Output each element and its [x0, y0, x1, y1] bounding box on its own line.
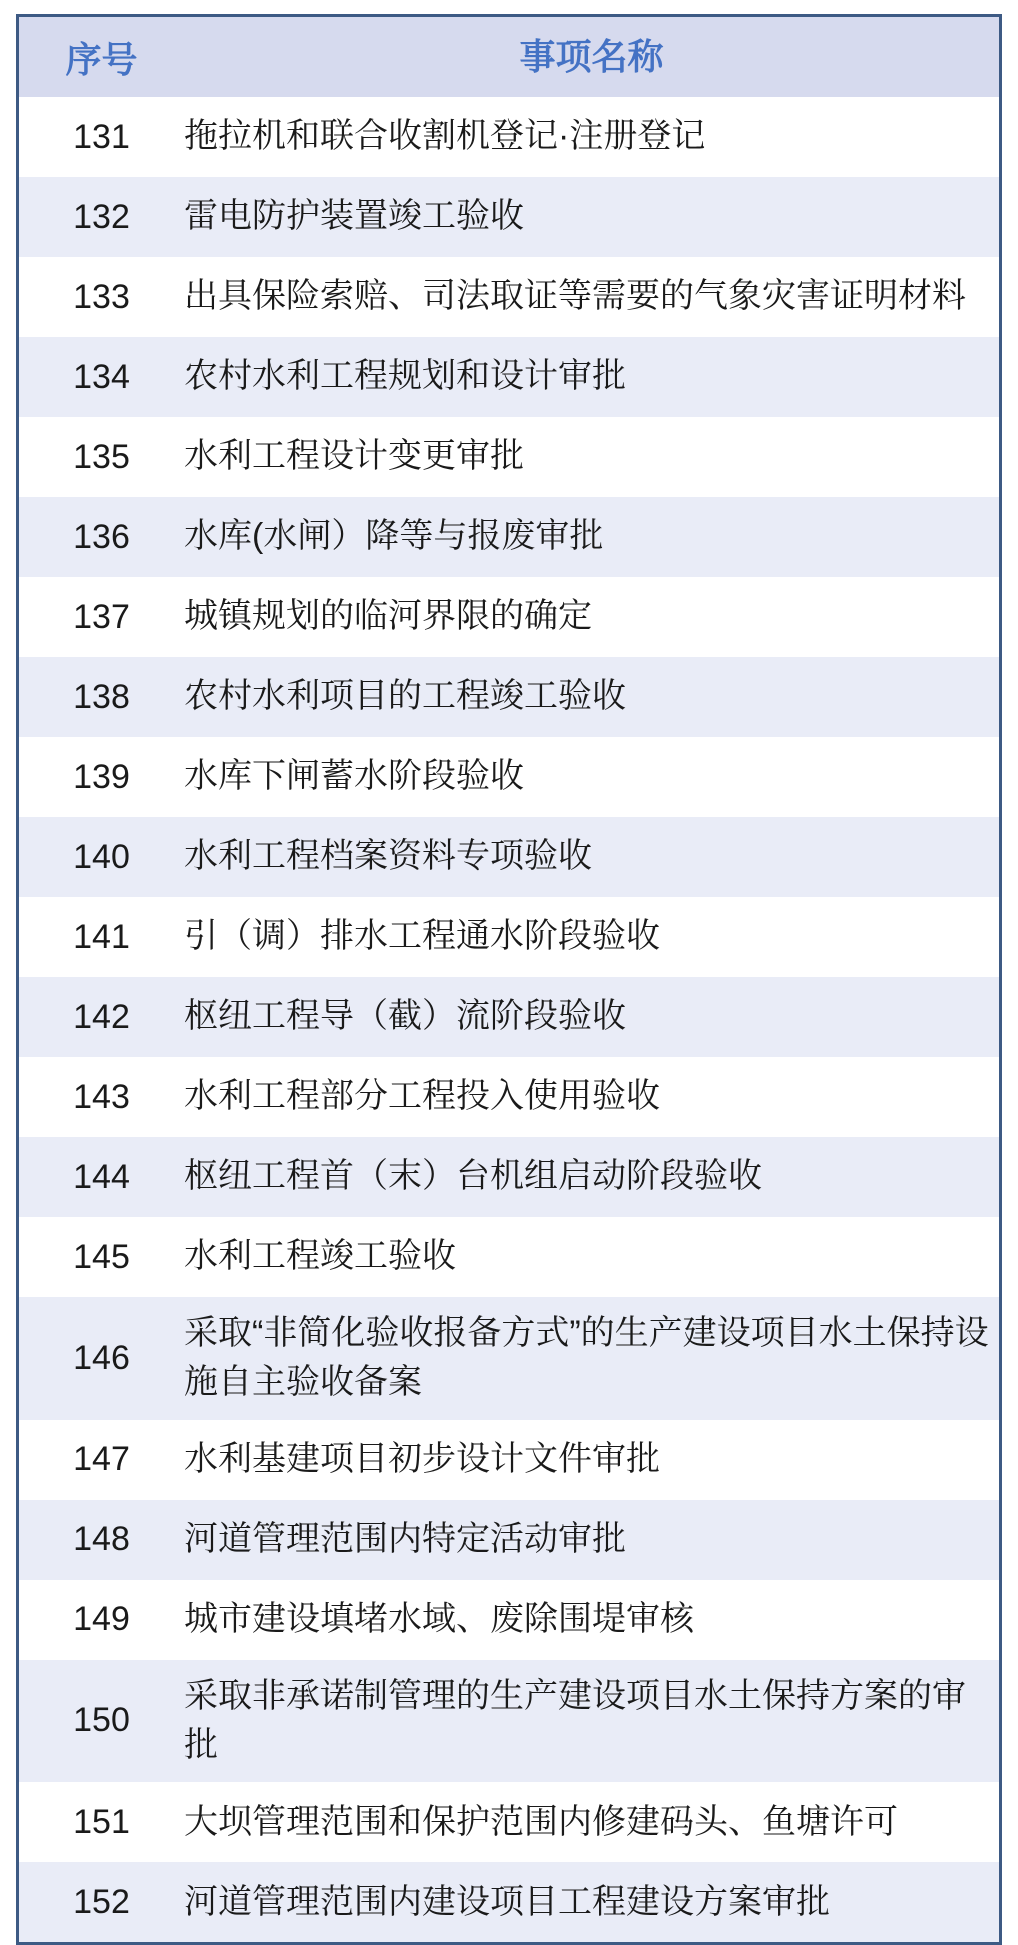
table-row: [19, 97, 999, 177]
table-row: [19, 337, 999, 417]
table-row: [19, 817, 999, 897]
table-row: [19, 1297, 999, 1420]
table-row: [19, 1782, 999, 1862]
row-number: 146: [73, 1338, 130, 1377]
row-item-name: 枢纽工程导（截）流阶段验收: [184, 997, 626, 1036]
row-item-name: 农村水利项目的工程竣工验收: [184, 677, 626, 716]
row-item-name: 引（调）排水工程通水阶段验收: [184, 917, 660, 956]
row-number: 136: [73, 517, 130, 556]
row-number: 141: [73, 917, 130, 956]
table-row: [19, 1862, 999, 1942]
row-number: 142: [73, 997, 130, 1036]
row-number: 147: [73, 1440, 130, 1479]
row-item-name: 农村水利工程规划和设计审批: [184, 357, 626, 396]
row-item-name: 拖拉机和联合收割机登记·注册登记: [184, 117, 706, 156]
row-number: 148: [73, 1520, 130, 1559]
table-row: [19, 1500, 999, 1580]
row-number: 135: [73, 437, 130, 476]
row-item-name: 出具保险索赔、司法取证等需要的气象灾害证明材料: [184, 277, 966, 316]
table-row: [19, 1137, 999, 1217]
table-row: [19, 1660, 999, 1783]
row-number: 151: [73, 1802, 130, 1841]
table-row: [19, 1420, 999, 1500]
table-row: [19, 177, 999, 257]
row-number: 143: [73, 1077, 130, 1116]
row-item-name: 水库(水闸）降等与报废审批: [184, 517, 604, 556]
row-number: 139: [73, 757, 130, 796]
row-number: 149: [73, 1600, 130, 1639]
row-item-name: 水库下闸蓄水阶段验收: [184, 757, 524, 796]
column-header-index: 序号: [65, 38, 138, 80]
table-row: [19, 497, 999, 577]
row-item-name: 雷电防护装置竣工验收: [184, 197, 524, 236]
row-number: 137: [73, 597, 130, 636]
row-number: 150: [73, 1701, 130, 1740]
row-item-name: 水利基建项目初步设计文件审批: [184, 1439, 660, 1478]
row-number: 134: [73, 357, 130, 396]
row-item-name: 河道管理范围内特定活动审批: [184, 1519, 626, 1558]
row-item-name: 枢纽工程首（末）台机组启动阶段验收: [184, 1157, 762, 1196]
column-header-name: 事项名称: [519, 35, 664, 77]
table-row: [19, 1217, 999, 1297]
items-table: [16, 14, 1002, 1945]
table-row: [19, 1580, 999, 1660]
row-item-name: 城市建设填堵水域、废除围堤审核: [184, 1599, 694, 1638]
row-number: 131: [73, 117, 130, 156]
row-number: 133: [73, 277, 130, 316]
row-item-name: 水利工程部分工程投入使用验收: [184, 1077, 660, 1116]
table-row: [19, 977, 999, 1057]
table-row: [19, 1057, 999, 1137]
table-row: [19, 657, 999, 737]
table-row: [19, 257, 999, 337]
table-header-row: [19, 17, 999, 97]
table-row: [19, 737, 999, 817]
table-row: [19, 417, 999, 497]
row-item-name: 河道管理范围内建设项目工程建设方案审批: [184, 1882, 830, 1921]
row-number: 145: [73, 1237, 130, 1276]
row-item-name: 水利工程设计变更审批: [184, 437, 524, 476]
row-item-name: 大坝管理范围和保护范围内修建码头、鱼塘许可: [184, 1802, 898, 1841]
row-item-name: 水利工程竣工验收: [184, 1237, 456, 1276]
row-number: 140: [73, 837, 130, 876]
row-number: 152: [73, 1882, 130, 1921]
row-number: 138: [73, 677, 130, 716]
row-item-name: 采取“非简化验收报备方式”的生产建设项目水土保持设施自主验收备案: [184, 1314, 989, 1402]
table-body: [19, 97, 999, 1942]
table-row: [19, 577, 999, 657]
row-item-name: 水利工程档案资料专项验收: [184, 837, 592, 876]
table-row: [19, 897, 999, 977]
row-item-name: 城镇规划的临河界限的确定: [184, 597, 592, 636]
row-item-name: 采取非承诺制管理的生产建设项目水土保持方案的审批: [184, 1676, 966, 1764]
row-number: 144: [73, 1157, 130, 1196]
row-number: 132: [73, 197, 130, 236]
